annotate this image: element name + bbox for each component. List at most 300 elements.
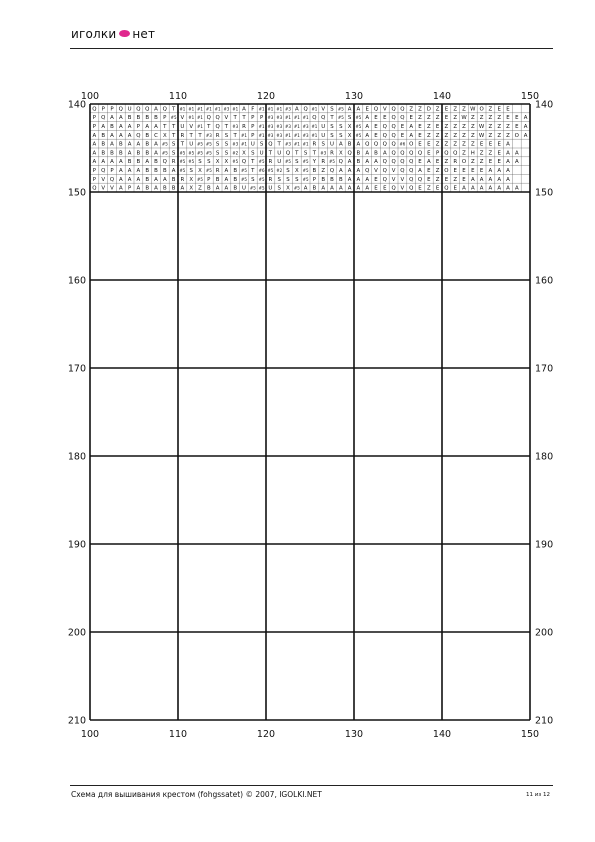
chart-symbol: E — [479, 168, 484, 174]
y-tick-label-right: 180 — [535, 451, 554, 463]
chart-symbol: Z — [470, 115, 475, 122]
chart-symbol: A — [523, 124, 528, 130]
chart-symbol: B — [101, 141, 106, 148]
chart-symbol: T — [268, 150, 273, 157]
chart-symbol: Q — [268, 141, 273, 148]
chart-symbol: Q — [321, 115, 326, 122]
chart-symbol: B — [101, 132, 106, 139]
y-tick-label-right: 200 — [535, 627, 554, 639]
chart-symbol: #5 — [249, 185, 256, 191]
y-tick-label-left: 180 — [67, 451, 86, 463]
chart-symbol: A — [374, 159, 378, 166]
chart-symbol: B — [136, 159, 141, 166]
chart-symbol: Z — [497, 115, 502, 122]
chart-symbol: B — [110, 150, 114, 157]
chart-symbol: A — [523, 132, 528, 139]
chart-symbol: Q — [92, 106, 97, 113]
chart-symbol: E — [488, 159, 493, 166]
x-tick-label-bottom: 140 — [432, 729, 452, 740]
chart-symbol: Z — [506, 132, 510, 139]
chart-symbol: A — [154, 106, 158, 113]
chart-symbol: Z — [479, 115, 484, 122]
chart-symbol: A — [118, 168, 123, 174]
chart-symbol: Q — [391, 132, 396, 139]
chart-symbol: B — [154, 168, 158, 174]
chart-symbol: U — [277, 150, 282, 157]
chart-symbol: A — [92, 132, 97, 139]
chart-symbol: #1 — [302, 141, 309, 147]
chart-symbol: Y — [312, 159, 317, 166]
chart-symbol: A — [224, 176, 229, 183]
chart-symbol: V — [101, 185, 106, 192]
chart-symbol: A — [338, 141, 343, 148]
chart-symbol: B — [356, 159, 361, 166]
chart-symbol: #3 — [276, 132, 283, 138]
chart-symbol: #1 — [293, 124, 300, 129]
chart-symbol: A — [338, 185, 343, 192]
chart-symbol: A — [154, 176, 158, 183]
chart-symbol: A — [127, 150, 132, 157]
chart-symbol: B — [171, 185, 176, 192]
chart-symbol: Q — [400, 106, 405, 113]
chart-symbol: A — [294, 106, 299, 113]
chart-symbol: Z — [435, 168, 440, 174]
chart-symbol: E — [418, 132, 422, 139]
chart-symbol: B — [118, 150, 123, 157]
chart-symbol: Q — [145, 106, 150, 113]
chart-symbol: P — [251, 132, 255, 139]
chart-symbol: S — [171, 141, 176, 148]
chart-symbol: A — [365, 150, 370, 157]
chart-symbol: Z — [198, 185, 202, 192]
chart-symbol: P — [92, 176, 97, 183]
chart-symbol: B — [127, 115, 132, 122]
chart-symbol: P — [127, 185, 132, 192]
chart-symbol: B — [338, 176, 343, 183]
chart-symbol: A — [224, 168, 229, 174]
chart-symbol: Q — [241, 159, 247, 166]
y-tick-label-right: 210 — [535, 715, 554, 727]
chart-symbol: Z — [497, 132, 502, 139]
chart-symbol: U — [277, 159, 282, 166]
chart-symbol: P — [92, 115, 97, 122]
chart-symbol: Q — [382, 124, 387, 130]
chart-symbol: Q — [382, 168, 387, 174]
chart-symbol: Z — [462, 106, 466, 113]
chart-symbol: A — [382, 150, 387, 157]
chart-symbol: B — [374, 150, 378, 157]
chart-symbol: O — [461, 159, 467, 166]
chart-symbol: A — [365, 176, 370, 183]
chart-symbol: R — [321, 159, 326, 166]
chart-symbol: A — [347, 168, 352, 174]
chart-symbol: S — [215, 150, 220, 157]
chart-symbol: E — [444, 106, 449, 113]
chart-symbol: R — [171, 159, 176, 166]
chart-symbol: #3 — [223, 106, 230, 112]
chart-symbol: F — [251, 106, 255, 113]
y-tick-label-left: 150 — [67, 187, 86, 199]
chart-symbol: #1 — [258, 132, 265, 138]
y-tick-label-right: 140 — [535, 99, 554, 111]
chart-symbol: Z — [479, 159, 484, 166]
chart-symbol: R — [312, 141, 317, 148]
chart-symbol: Z — [444, 124, 449, 130]
chart-symbol: A — [523, 115, 528, 122]
chart-symbol: B — [312, 185, 317, 192]
chart-symbol: S — [295, 159, 299, 166]
chart-symbol: #1 — [258, 124, 265, 129]
chart-symbol: V — [101, 176, 106, 183]
chart-symbol: A — [347, 185, 352, 192]
chart-symbol: #5 — [205, 168, 212, 173]
chart-symbol: T — [189, 132, 193, 139]
chart-symbol: E — [374, 185, 378, 192]
x-tick-label-bottom: 100 — [80, 729, 100, 740]
chart-symbol: A — [365, 115, 370, 122]
chart-symbol: R — [215, 132, 220, 139]
chart-symbol: E — [479, 141, 484, 148]
chart-symbol: Q — [409, 176, 414, 183]
chart-symbol: B — [233, 168, 238, 174]
chart-symbol: A — [127, 141, 132, 148]
chart-symbol: Z — [488, 124, 493, 130]
chart-symbol: S — [171, 150, 176, 157]
chart-symbol: A — [462, 185, 466, 192]
chart-symbol: A — [506, 159, 510, 166]
chart-symbol: E — [462, 168, 466, 174]
chart-symbol: Q — [417, 176, 423, 183]
chart-symbol: Z — [426, 185, 431, 192]
chart-symbol: T — [207, 124, 211, 130]
chart-symbol: C — [154, 132, 158, 139]
chart-symbol: A — [136, 176, 141, 183]
footer-copyright: Схема для вышивания крестом (fohgssatet) © 2007, IGOLKI.NET — [71, 790, 322, 799]
chart-symbol: S — [321, 141, 325, 148]
chart-symbol: Q — [382, 159, 387, 166]
chart-symbol: V — [391, 176, 396, 183]
chart-symbol: E — [418, 185, 422, 192]
chart-symbol: T — [330, 115, 334, 122]
chart-symbol: S — [189, 168, 193, 174]
chart-symbol: A — [321, 185, 326, 192]
chart-symbol: #5 — [241, 176, 247, 182]
chart-symbol: B — [330, 176, 334, 183]
chart-symbol: #1 — [197, 124, 203, 129]
y-tick-label-left: 170 — [67, 363, 86, 375]
chart-symbol: A — [356, 141, 361, 148]
chart-symbol: #1 — [285, 132, 291, 138]
chart-symbol: Z — [462, 141, 466, 148]
chart-symbol: #5 — [302, 176, 309, 182]
chart-symbol: Z — [470, 159, 475, 166]
chart-symbol: Q — [409, 150, 414, 157]
chart-symbol: Z — [488, 150, 493, 157]
chart-symbol: #3 — [267, 115, 274, 121]
chart-symbol: Z — [444, 159, 449, 166]
chart-symbol: T — [251, 168, 255, 174]
chart-symbol: A — [426, 159, 431, 166]
chart-symbol: S — [259, 141, 264, 148]
chart-symbol: E — [444, 176, 449, 183]
chart-symbol: #1 — [197, 115, 203, 121]
chart-symbol: R — [330, 150, 334, 157]
chart-symbol: Q — [109, 176, 115, 183]
chart-symbol: E — [515, 124, 519, 130]
chart-symbol: A — [303, 185, 308, 192]
chart-symbol: P — [92, 168, 97, 174]
chart-symbol: A — [215, 185, 220, 192]
chart-symbol: A — [110, 141, 114, 148]
chart-symbol: S — [295, 176, 299, 183]
chart-symbol: Q — [444, 150, 449, 157]
chart-symbol: Q — [409, 185, 414, 192]
chart-symbol: B — [154, 159, 158, 166]
chart-symbol: X — [286, 185, 290, 192]
chart-symbol: #1 — [258, 106, 265, 112]
chart-symbol: U — [268, 185, 273, 192]
chart-symbol: #5 — [293, 185, 300, 191]
chart-symbol: Z — [418, 115, 422, 122]
chart-symbol: Z — [488, 115, 493, 122]
chart-symbol: Q — [285, 150, 291, 157]
page-number: 11 из 12 — [526, 792, 550, 798]
chart-symbol: E — [488, 141, 493, 148]
chart-symbol: Q — [215, 115, 220, 122]
chart-symbol: S — [347, 115, 352, 122]
chart-symbol: A — [154, 141, 158, 148]
chart-symbol: S — [286, 168, 290, 174]
chart-symbol: P — [136, 124, 141, 130]
chart-symbol: T — [277, 141, 281, 148]
chart-symbol: Q — [118, 106, 123, 113]
chart-symbol: V — [391, 168, 396, 174]
chart-symbol: E — [374, 176, 378, 183]
chart-symbol: V — [321, 106, 326, 113]
chart-symbol: E — [409, 115, 413, 122]
chart-symbol: X — [338, 150, 343, 157]
chart-symbol: A — [338, 168, 343, 174]
chart-symbol: X — [242, 150, 246, 157]
x-tick-label-bottom: 110 — [168, 729, 188, 740]
chart-symbol: Q — [400, 159, 405, 166]
chart-symbol: E — [374, 132, 378, 139]
chart-symbol: A — [154, 150, 158, 157]
chart-symbol: E — [374, 124, 378, 130]
chart-symbol: A — [356, 176, 361, 183]
chart-symbol: #5 — [188, 150, 195, 156]
chart-symbol: Q — [382, 141, 387, 148]
chart-symbol: X — [162, 132, 167, 139]
chart-symbol: A — [154, 124, 158, 130]
chart-symbol: A — [127, 176, 132, 183]
chart-symbol: V — [224, 115, 229, 122]
x-tick-label-top: 150 — [520, 91, 540, 102]
chart-symbol: Q — [329, 168, 335, 174]
chart-symbol: Z — [488, 132, 493, 139]
chart-symbol: B — [154, 115, 158, 122]
chart-symbol: #3 — [285, 106, 291, 112]
chart-symbol: A — [497, 185, 502, 192]
chart-symbol: H — [470, 150, 475, 157]
y-tick-label-right: 150 — [535, 187, 554, 199]
chart-symbol: B — [312, 168, 317, 174]
chart-symbol: #1 — [179, 106, 186, 112]
chart-symbol: A — [506, 185, 510, 192]
chart-symbol: Z — [444, 141, 449, 148]
chart-symbol: #5 — [197, 141, 203, 147]
chart-symbol: A — [127, 124, 132, 130]
chart-symbol: #1 — [214, 106, 221, 112]
chart-symbol: Q — [136, 106, 141, 113]
chart-symbol: #5 — [302, 159, 309, 165]
chart-symbol: #3 — [285, 124, 291, 129]
chart-symbol: A — [127, 132, 132, 139]
chart-symbol: A — [365, 159, 370, 166]
chart-symbol: R — [215, 168, 220, 174]
chart-symbol: V — [400, 185, 405, 192]
chart-symbol: Z — [462, 124, 466, 130]
chart-symbol: A — [479, 185, 484, 192]
chart-symbol: #5 — [205, 141, 212, 147]
chart-symbol: T — [163, 124, 167, 130]
chart-symbol: X — [347, 132, 352, 139]
chart-symbol: O — [479, 106, 484, 113]
chart-symbol: E — [497, 150, 501, 157]
chart-symbol: A — [92, 150, 97, 157]
chart-symbol: Q — [391, 185, 396, 192]
chart-symbol: Z — [321, 168, 326, 174]
chart-symbol: A — [365, 132, 370, 139]
chart-symbol: B — [233, 176, 238, 183]
chart-symbol: D — [426, 106, 431, 113]
chart-symbol: A — [110, 115, 114, 122]
chart-symbol: E — [453, 185, 457, 192]
chart-symbol: T — [171, 132, 176, 139]
chart-symbol: B — [101, 150, 106, 157]
chart-symbol: #3 — [205, 132, 212, 138]
chart-symbol: A — [497, 176, 502, 183]
chart-symbol: A — [127, 168, 132, 174]
chart-symbol: Q — [453, 150, 458, 157]
chart-symbol: Z — [462, 132, 466, 139]
chart-symbol: E — [471, 168, 475, 174]
chart-symbol: A — [154, 185, 158, 192]
chart-symbol: A — [347, 159, 352, 166]
chart-symbol: #5 — [197, 176, 203, 182]
chart-symbol: A — [242, 106, 246, 113]
logo-text-left: иголки — [71, 27, 117, 41]
chart-symbol: U — [189, 141, 194, 148]
chart-symbol: A — [506, 150, 510, 157]
chart-symbol: S — [339, 124, 343, 130]
chart-symbol: #5 — [258, 159, 265, 165]
chart-symbol: P — [92, 124, 97, 130]
chart-symbol: E — [515, 115, 519, 122]
chart-symbol: U — [242, 185, 246, 192]
chart-symbol: B — [233, 185, 238, 192]
chart-symbol: B — [206, 185, 211, 192]
chart-symbol: #3 — [232, 141, 239, 147]
chart-symbol: #1 — [285, 115, 291, 121]
chart-symbol: S — [207, 159, 211, 166]
chart-symbol: E — [383, 115, 387, 122]
chart-symbol: W — [470, 106, 476, 113]
chart-symbol: U — [250, 141, 255, 148]
chart-symbol: A — [92, 159, 97, 166]
chart-symbol: A — [488, 168, 493, 174]
chart-symbol: T — [233, 132, 237, 139]
chart-symbol: A — [136, 141, 141, 148]
chart-symbol: #6 — [258, 168, 265, 173]
chart-symbol: Q — [400, 115, 405, 122]
chart-symbol: Z — [435, 115, 440, 122]
chart-symbol: A — [409, 132, 414, 139]
chart-symbol: #1 — [241, 141, 247, 147]
chart-symbol: E — [506, 115, 510, 122]
chart-symbol: E — [418, 141, 422, 148]
chart-symbol: Q — [365, 168, 370, 174]
chart-symbol: E — [435, 185, 440, 192]
chart-symbol: A — [479, 176, 484, 183]
chart-symbol: W — [478, 124, 485, 130]
chart-symbol: #3 — [276, 115, 283, 121]
chart-symbol: X — [294, 168, 299, 174]
chart-symbol: #3 — [232, 124, 239, 129]
chart-symbol: Z — [453, 132, 458, 139]
chart-symbol: A — [488, 185, 493, 192]
chart-symbol: S — [277, 185, 281, 192]
chart-symbol: #1 — [232, 106, 239, 112]
chart-symbol: S — [251, 176, 255, 183]
chart-symbol: W — [478, 132, 485, 139]
chart-symbol: E — [497, 141, 501, 148]
chart-symbol: #5 — [337, 115, 344, 121]
chart-symbol: #6 — [399, 141, 406, 147]
chart-symbol: A — [514, 185, 519, 192]
chart-symbol: S — [224, 132, 229, 139]
chart-symbol: #1 — [311, 124, 318, 129]
chart-symbol: A — [330, 185, 334, 192]
chart-symbol: T — [180, 141, 185, 148]
chart-symbol: Q — [162, 159, 167, 166]
chart-symbol: Q — [444, 185, 449, 192]
chart-symbol: A — [418, 168, 422, 174]
chart-symbol: Z — [453, 106, 458, 113]
chart-symbol: P — [312, 176, 317, 183]
chart-symbol: A — [506, 141, 510, 148]
chart-symbol: #5 — [241, 168, 247, 173]
chart-symbol: E — [374, 115, 378, 122]
chart-symbol: A — [118, 185, 123, 192]
chart-symbol: #1 — [293, 132, 300, 138]
chart-symbol: S — [339, 132, 343, 139]
chart-symbol: W — [461, 115, 467, 122]
chart-symbol: Z — [497, 124, 502, 130]
chart-symbol: Q — [417, 150, 423, 157]
chart-symbol: #2 — [232, 150, 239, 156]
chart-symbol: Q — [400, 150, 405, 157]
chart-symbol: B — [321, 176, 326, 183]
chart-symbol: Q — [391, 124, 396, 130]
chart-symbol: E — [427, 176, 431, 183]
x-tick-label-top: 130 — [344, 91, 364, 102]
chart-symbol: B — [162, 185, 167, 192]
chart-symbol: R — [453, 159, 458, 166]
chart-symbol: V — [374, 168, 378, 174]
chart-symbol: O — [444, 168, 449, 174]
chart-symbol: E — [444, 115, 449, 122]
